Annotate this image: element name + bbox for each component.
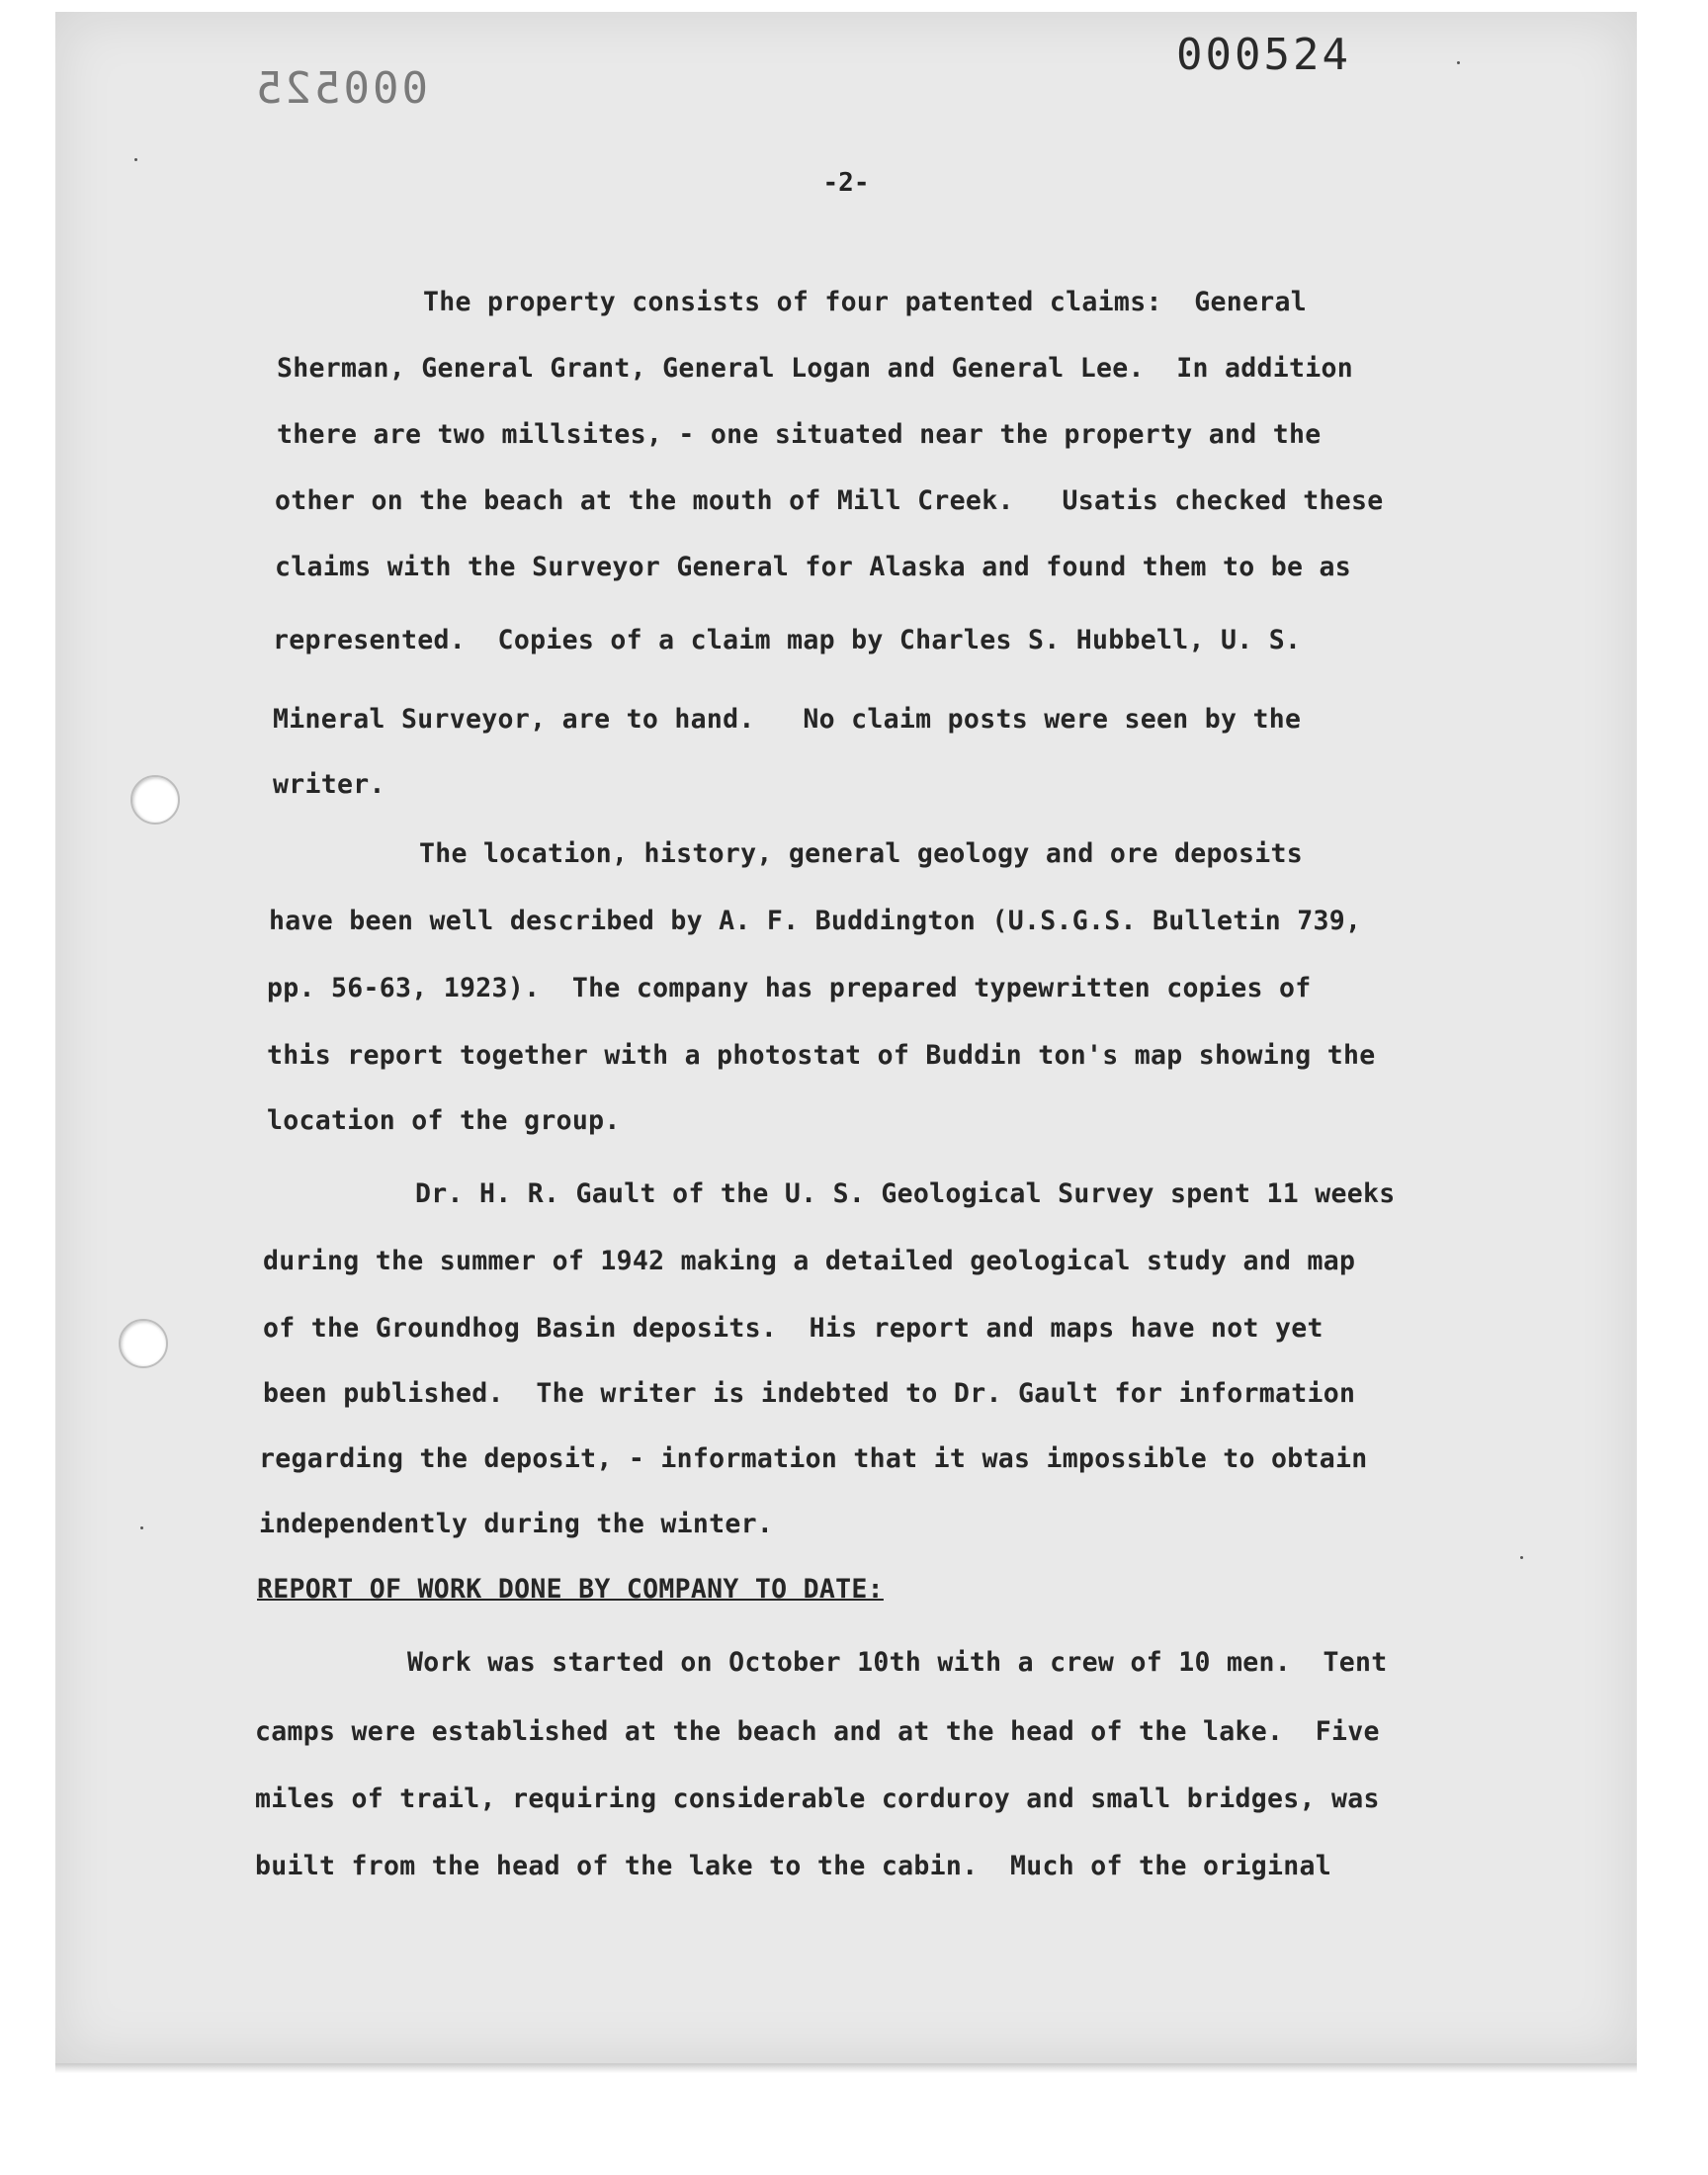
body-line: writer. [273,769,385,800]
body-line: this report together with a photostat of Buddin ton's map showing the [267,1040,1376,1071]
paper-speck [1457,61,1460,64]
punch-hole [119,1319,168,1368]
paper-speck [140,1526,143,1529]
body-line: have been well described by A. F. Buddington (U.S.G.S. Bulletin 739, [269,906,1362,936]
body-line: during the summer of 1942 making a detailed geological study and map [263,1246,1356,1276]
punch-hole [130,775,180,825]
page-edge-shadow [55,2063,1637,2073]
body-line: other on the beach at the mouth of Mill Creek. Usatis checked these [275,485,1384,516]
document-number-stamp: 000524 [1176,30,1351,80]
paper-speck [134,158,137,161]
body-line: of the Groundhog Basin deposits. His report and maps have not yet [263,1313,1324,1344]
body-line: regarding the deposit, - information that it was impossible to obtain [259,1443,1368,1474]
body-line: represented. Copies of a claim map by Charles S. Hubbell, U. S. [273,625,1302,655]
body-line: miles of trail, requiring considerable corduroy and small bridges, was [255,1784,1380,1814]
body-line: built from the head of the lake to the cabin. Much of the original [255,1851,1332,1881]
body-line: Work was started on October 10th with a crew of 10 men. Tent [407,1647,1388,1678]
body-line: camps were established at the beach and at the head of the lake. Five [255,1716,1380,1747]
body-line: The location, history, general geology and ore deposits [419,838,1303,869]
body-line: Dr. H. R. Gault of the U. S. Geological Survey spent 11 weeks [415,1178,1396,1209]
body-line: Sherman, General Grant, General Logan and General Lee. In addition [277,353,1354,384]
body-line: claims with the Surveyor General for Alaska and found them to be as [275,552,1352,582]
body-line: The property consists of four patented claims: General [423,287,1307,317]
body-line: location of the group. [267,1105,621,1136]
body-line: independently during the winter. [259,1509,774,1539]
page-number: -2- [822,168,870,198]
body-line: there are two millsites, - one situated near the property and the [277,419,1322,450]
body-line: been published. The writer is indebted to Dr. Gault for information [263,1378,1356,1409]
body-line: pp. 56-63, 1923). The company has prepared typewritten copies of [267,973,1312,1003]
mirrored-document-number: 000525 [253,63,428,114]
body-line: Mineral Surveyor, are to hand. No claim posts were seen by the [273,704,1302,735]
paper-speck [1520,1556,1523,1559]
document-page [55,12,1637,2063]
section-heading: REPORT OF WORK DONE BY COMPANY TO DATE: [257,1574,884,1605]
